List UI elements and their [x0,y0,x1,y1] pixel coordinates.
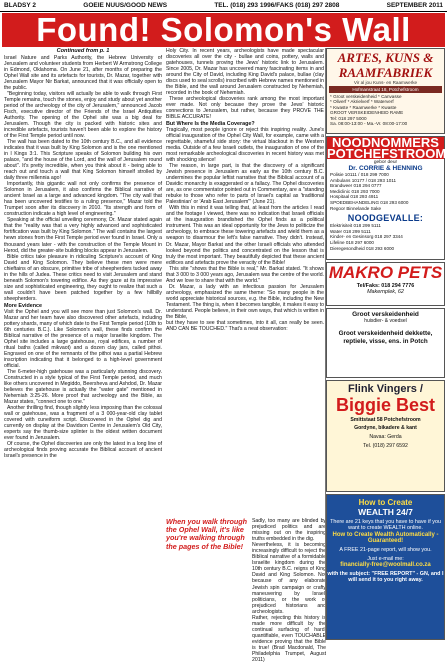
advert-title-line: POTCHEFSTROOM [327,146,447,161]
advert-body: with the subject: "FREE REPORT" - GN, and I will send it to you right away. [327,570,444,584]
paragraph: Tragically, most people ignore or reject this inspiring reality. June's official inauguration of the Ophel City Wall, for example, came with a regrettable, shameful side story: the virtual blackout in the Western media. Outside of a few Israeli outlets, the inauguration of one of the most remarkable archeological discoveries in recent history was met with shocking silence! [166,127,324,164]
paragraph: Speaking at the official unveiling ceremony, Dr. Mazar stated again that the "reality was that a very highly advanced and sophisticated fortification was built by King Solomon." The wall contains the largest hewn stones from the First Temple period ever found in Israel. Only a thousand years later - with the construction of the Temple Mount in Herod, did the greater-site building blocks appear in Jerusalem. [4,217,162,254]
list-item: Regoor Binnelande Sake [330,205,382,211]
paragraph: The reason, in large part, is that the discovery of a significant Jewish presence in Jerusalem as early as the 10th century B.C. undermines the popular leftist narrative that the Biblical account of a Davidic monarchy is exaggerated or a fallacy. The Ophel discoveries are, as one commentator pointed out in Commentary, are a "standing rebuke to those who refer to parts of Israel's capital as 'traditional Palestinian' or 'Arab East Jerusalem'" (June 21). [166,163,324,206]
paragraph: but they have to see that sometimes, into it all, can really be seen. AND CAN BE TOUCHED." That's a neat observation: [166,319,324,332]
article-body [2,48,326,663]
paragraph: The 6-meter-high gatehouse was a particularly stunning discovery. Constructed in a style typical of the First Temple period, and much like others uncovered in Megiddo, Beersheva and Ashdod, Dr. Mazar believes the gatehouse is actually the "water gate" mentioned in Nehemiah 3:25-26. More proof that archeology and the Bible, as Mazar states, "connect one to one." [4,368,162,405]
paragraph: Israel Nature and Parks Authority, the Hebrew University of Jerusalem and volunteer students from Herbert W Armstrong College in Edmond, Oklahoma. On June 21, after months of preparing the Ophel Wall site and its artefacts for tourists, Dr. Mazar, together with Jerusalem Mayor Nir Barkat, announced that it was officially open to the public. [4,55,162,92]
advert-arts-framing [326,48,445,134]
list-item: * Oliverf * Akrielverf * Waterverf [330,99,394,105]
page-label: BLADSY 2 [4,2,37,9]
advert-title [327,135,447,161]
advert-body: There are 21 keys that you have to have if you want to create WEALTH online. [330,519,441,532]
advert-emergency-numbers [326,136,445,260]
paragraph: The wall has been dated to the 10th century B.C., and all evidence indicates that it was built by King Solomon and is the one mentioned in I Kings 3:1. This Scripture speaks of Solomon building his own palace, "and the house of the Lord, and the wall of Jerusalem round about". It's pretty incredible, when you think about it - being able to reach out and touch a wall that King Solomon himself strolled by daily three millennia ago! [4,139,162,182]
advert-title-line: NOODNOMMERS [332,135,439,150]
pull-quote: When you walk through the Ophel Wall, it's like you're walking through the pages of the Bible! [166,517,248,551]
paragraph: Rather, rejecting this history is made more difficult by the continual surfacing of hard, quantifiable, even TOUCHABLE evidence proving that the Bible is true! (Brad Macdonald, The Philadelphia Trumpet, August 2011) [252,614,326,663]
article-title: Found! Solomon's Wall [36,11,411,48]
paragraph: These archeological discoveries rank among the most important ever made. Not only because they prove the Jews' historic connections to Jerusalem, but rather, because they PROVE THE BIBLE ACCURATE! [166,96,324,121]
paragraph: Importantly, this gigantic wall not only confirms the presence of Solomon in Jerusalem, it also confirms the Biblical narrative of ancient Israel as a large and advanced kingdom. "The city wall that has been uncovered testifies to a ruling presence," Mazar told the Trumpet soon after its discovery in 2010. "Its strength and form of construction indicate a high level of engineering." [4,181,162,218]
advert-body: Just e-mail me: [367,555,404,562]
paragraph: Bible critics take pleasure in ridiculing Scripture's account of King David and King Solomon. They believe these men were mere chieftains of an obscure, primitive tribe of sheepherders tucked away in the hills of Judea. These critics need to visit Jerusalem and stand beneath Solomon's towering edifice. As they gaze at its impressive size and sophisticated engineering, they ought to realize that such a wall couldn't have been patched together by a few hillbilly sheepherders. [4,253,162,302]
advert-flink-vingers [326,380,445,492]
paragraph: This site "shows that the Bible is real," Mr. Barkat stated. "It shows that 3 000 to 3 000 years ago, Jerusalem was the centre of the world. And we love to share that with the world." [166,265,324,284]
advert-services: Gordyne, bikadere & kant [354,425,417,431]
advert-title: WEALTH 24/7 [358,507,413,517]
advert-heading: NOODGEVALLE: [347,213,424,224]
list-item: Sa. 08:00-13:00 - Ma.-Vr. 08:00-17:00 [330,121,408,127]
article-column-2 [166,48,324,332]
list-item: Polisie 10111 / 018 299 7000 [330,172,389,177]
advert-title: RAAMFABRIEK [338,65,433,80]
list-item: SPOEDBEHANDELING 018 293 6000 [330,199,409,205]
advert-subtitle: huisdier- & voedsel [364,318,407,324]
list-item: Water 018 299 5111 [330,228,371,234]
list-item: Dieregesondheid 018 293 6000 [330,245,395,251]
advert-sponsor: Dr. CORRIE & HENNING [348,165,423,172]
list-item: * Groot verskeidenheid * Canvasse [330,94,402,99]
list-item: Lifeline 018 297 6000 [330,239,374,245]
list-item: Tel: 018 297 5000 [330,115,367,121]
paragraph: Of course, the Ophel discoveries are only the latest in a long line of archeological finds proving accurate the Biblical account of ancient Israel's presence in the [4,441,162,460]
list-item: Hospitaal 018 293 4911 [330,194,379,200]
advert-title: How to Create [358,498,413,507]
list-item: Elektrisiteit 018 299 5111 [330,223,381,229]
advert-pet-supplies [326,308,445,378]
article-column-3 [252,518,326,663]
paragraph: Nevertheless, it is becoming increasingly difficult to reject the Biblical narrative of a formidable Israelite kingdom during the 10th century B.C. reigns of King David and King Solomon. Not because of any elaborate Jewish spin campaign or crafty maneuvering by Israeli politicians, or the work of prejudiced historians and archeologists. [252,542,326,615]
advert-subtitle: Vir al jou Kuns- en Raamwerke [353,80,418,85]
advert-title: MAKRO PETS [328,263,443,282]
paragraph: Holy City. In recent years, archeologists have made spectacular discoveries all over the city - bullae and coins, pottery, walls and gatehouses, tunnels proving the Jews' historic link to Jerusalem. Since 2005, Dr. Mazar has uncovered many fascinating items in and around the City of David, including King David's palace, bullae (clay discs used to seal scrolls) inscribed with Hebrew names mentioned in the Bible, and the wall around Jerusalem constructed by Nehemiah, recorded in the book of Nehemiah. [166,48,325,97]
advert-address: Makernplek, 62 [367,289,404,295]
advert-title: Flink Vingers / [348,383,423,395]
advert-phone: Tel/Faks: 018 294 7776 [356,283,415,289]
paragraph: Dr. Mazar, a lady with an infectious passion for Jerusalem archeology, emphasized the same theme: "So many people in the world appreciate historical sources, e.g. the Bible, including the New Testament. The thing is, when it becomes tangible, it makes it easy to understand. People believe, in their own ways, that which is written in the Bible, [166,283,324,320]
advert-brand: Biggie Best [335,395,436,415]
paragraph: "Beginning today, visitors will actually be able to walk through First Temple remains, touch the stones, enjoy and study about yet another period of the archeology of the city of Jerusalem," announced Jacob Fisch, executive director of the Friends of the Israel Antiquities Authority. The opening of the Ophel site was a big deal for Jerusalem. Though the city is packed with historic sites and incredible artefacts, tourists haven't been able to explore the history of the First Temple period until now. [4,91,162,140]
advert-list [327,172,444,211]
issue-date: SEPTEMBER 2011 [386,2,443,9]
list-item: * Kwaste * Raamwerke * Kwaste [330,104,397,110]
publication-name: GOEIE NUUS/GOOD NEWS [83,2,168,9]
advert-address: Smittstaat 58 Potchefstroom [350,417,421,423]
list-item: Ambulans 10177 / 018 293 1011 [330,177,397,183]
advert-wealth [326,494,445,640]
list-item: GROOT VERSKEIDENHEID RAME [330,110,404,116]
paragraph: With this in mind it was telling that, at least from the articles I read and the footage I viewed, there was no indication that Israeli officials at the inauguration brandished the Ophel finds as a political instrument. This was an ideal opportunity for the Jews to politicize the archeology, to embrace these towering artefacts and wield them as a weapon to disarmour the left's false narrative. They didn't. Instead, Dr. Mazar, Mayor Barkat and the other Israeli officials who attended looked beyond the politics and concentrated on the lesson that is truly the most important. They beautifully depicted that these ancient edifices and artefacts prove the veracity of the Bible! [166,205,324,266]
advert-body: Groot verskeidenheid dekkette, reptiele, visse, ens. in Potch [338,330,433,345]
advert-makro-pets [326,262,445,306]
list-item: Kinder- en Gesinsorg 018 297 3344 [330,234,403,240]
advert-contact-name: Navaa: Gerda [369,434,402,440]
advert-address: Hofmanstraat 18, Potchefstroom [329,86,442,93]
continued-note: Continued from p. 1 [56,48,110,54]
article-banner [2,13,445,47]
list-item: Mediclinic 018 293 7000 [330,188,380,194]
advert-body: A FREE 21-page report, will show you. [339,546,432,553]
article-column-1 [4,48,162,459]
advert-email-link[interactable]: financially-free@woolmall.co.za [340,561,431,568]
paragraph: Sadly, too many are blinded by prejudiced politics and are missing out on the inspiring truths embedded in the dig. [252,518,326,543]
advert-list [327,223,444,251]
paragraph: Visit the Ophel and you will see more than just Solomon's wall. Dr. Mazar and her team have also discovered other artefacts, including pottery shards, many of which date to the First Temple period (10th to 6th centuries B.C.). Like Solomon's wall, these finds confirm the Biblical narrative of the presence of a major Israelite kingdom. The Ophel site includes a large gatehouse, royal edifices, a number of ritual baths (called mikvaot) and a dozen clay jars, called pithoi. Engraved on one of the remnants of the pithoi was a partial Hebrew inscription indicating that it belonged to a high-level government official. [4,308,162,369]
advert-subtitle: gebor deur [373,160,398,165]
advert-list [327,94,444,126]
list-item: Brandweer 018 294 0777 [330,183,382,189]
paragraph: Another thrilling find, though slightly less imposing than the colossal wall or gatehouse, was a fragment of a 3 000-year-old clay tablet covered with cuneiform script. Discovered in the Ophel dig and currently on display at the Davidson Centre in Jerusalem's Old City, experts say the thumb-size splinter is the oldest written document ever found in Jerusalem. [4,404,162,441]
subhead-more-evidence: More Evidence [4,302,43,309]
advert-highlight: How to Create Wealth Automatically - Guaranteed! [332,531,439,544]
advert-title: ARTES, KUNS & [337,50,434,65]
advert-title: Groot verskeidenheid [352,311,419,318]
subhead-media-coverage: But Where Is the Media Coverage? [166,121,255,128]
advert-column [326,48,447,640]
advert-phone: Tel. (018) 297 6592 [363,443,408,449]
contact-line: TEL. (018) 293 1996/FAKS (018) 297 2808 [214,2,340,9]
